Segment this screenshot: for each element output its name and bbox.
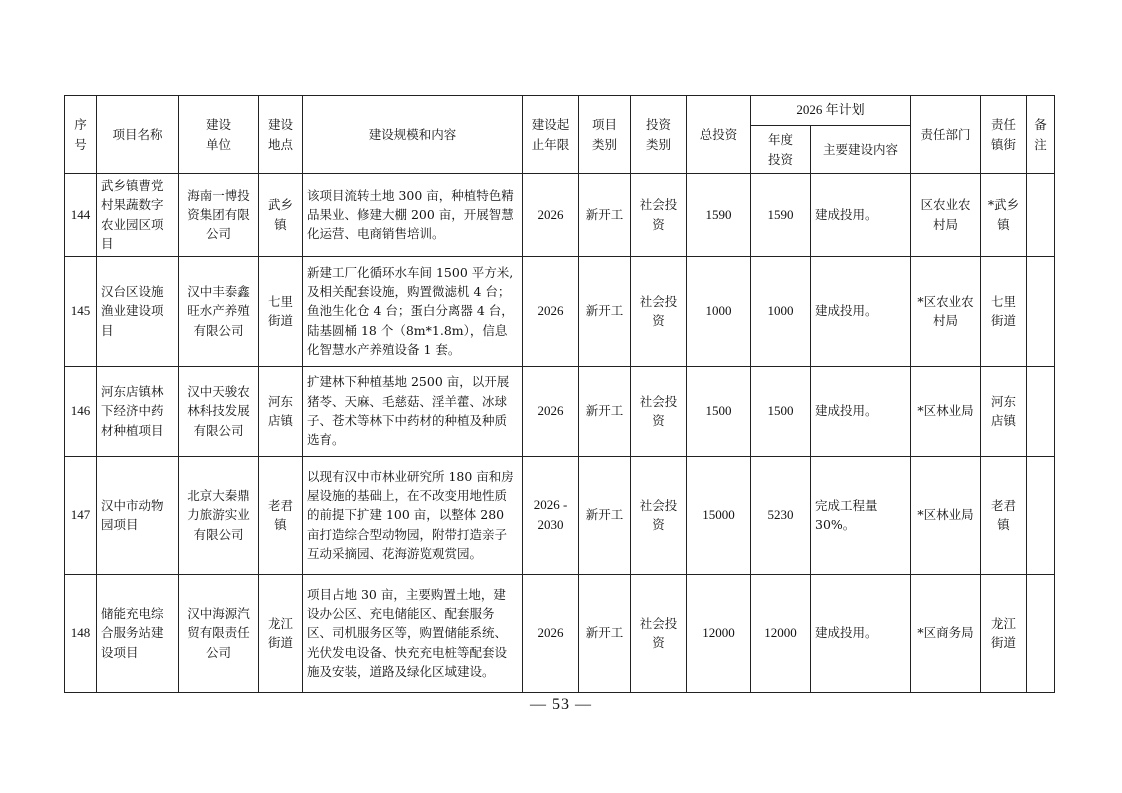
header-name: 项目名称 xyxy=(97,96,179,174)
cell-street: 老君镇 xyxy=(981,456,1027,574)
header-location: 建设 地点 xyxy=(259,96,303,174)
cell-dept: *区农业农村局 xyxy=(911,256,981,366)
cell-seq: 148 xyxy=(65,574,97,692)
cell-street: 七里街道 xyxy=(981,256,1027,366)
cell-invest-type: 社会投资 xyxy=(631,456,687,574)
cell-main-content: 建成投用。 xyxy=(811,174,911,257)
cell-years: 2026 xyxy=(523,366,579,456)
cell-years: 2026 - 2030 xyxy=(523,456,579,574)
header-street: 责任 镇街 xyxy=(981,96,1027,174)
cell-location: 七里街道 xyxy=(259,256,303,366)
cell-total: 15000 xyxy=(687,456,751,574)
cell-dept: *区林业局 xyxy=(911,366,981,456)
cell-main-content: 建成投用。 xyxy=(811,256,911,366)
cell-category: 新开工 xyxy=(579,174,631,257)
table-row xyxy=(65,366,1055,456)
cell-name: 汉中市动物园项目 xyxy=(97,456,179,574)
cell-annual: 1590 xyxy=(751,174,811,257)
cell-dept: *区林业局 xyxy=(911,456,981,574)
cell-dept: 区农业农村局 xyxy=(911,174,981,257)
header-seq: 序 号 xyxy=(65,96,97,174)
cell-name: 汉台区设施渔业建设项目 xyxy=(97,256,179,366)
cell-remark xyxy=(1027,456,1055,574)
header-annual: 年度 投资 xyxy=(751,126,811,174)
cell-street: *武乡镇 xyxy=(981,174,1027,257)
cell-scope: 新建工厂化循环水车间 1500 平方米,及相关配套设施，购置微滤机 4 台；鱼池生化仓 4 台；蛋白分离器 4 台，陆基圆桶 18 个（8m*1.8m），信息化智慧水产养殖设备 1 套。 xyxy=(303,256,523,366)
cell-unit: 海南一博投资集团有限公司 xyxy=(179,174,259,257)
cell-seq: 146 xyxy=(65,366,97,456)
cell-scope: 扩建林下种植基地 2500 亩，以开展猪苓、天麻、毛慈菇、淫羊藿、冰球子、苍术等林下中药材的种植及种质选育。 xyxy=(303,366,523,456)
header-scope: 建设规模和内容 xyxy=(303,96,523,174)
cell-annual: 12000 xyxy=(751,574,811,692)
cell-total: 1590 xyxy=(687,174,751,257)
cell-invest-type: 社会投资 xyxy=(631,366,687,456)
header-plan: 2026 年计划 xyxy=(751,96,911,126)
cell-years: 2026 xyxy=(523,174,579,257)
header-invest-type: 投资 类别 xyxy=(631,96,687,174)
cell-invest-type: 社会投资 xyxy=(631,256,687,366)
header-category: 项目 类别 xyxy=(579,96,631,174)
header-years: 建设起 止年限 xyxy=(523,96,579,174)
cell-unit: 北京大秦鼎力旅游实业有限公司 xyxy=(179,456,259,574)
cell-scope: 以现有汉中市林业研究所 180 亩和房屋设施的基础上，在不改变用地性质的前提下扩建 100 亩，以整体 280 亩打造综合型动物园，附带打造亲子互动采摘园、花海游览观赏园。 xyxy=(303,456,523,574)
cell-total: 1500 xyxy=(687,366,751,456)
cell-seq: 145 xyxy=(65,256,97,366)
cell-remark xyxy=(1027,256,1055,366)
cell-years: 2026 xyxy=(523,256,579,366)
table-row xyxy=(65,574,1055,692)
cell-location: 龙江街道 xyxy=(259,574,303,692)
cell-scope: 项目占地 30 亩，主要购置土地，建设办公区、充电储能区、配套服务区、司机服务区等，购置储能系统、光伏发电设备、快充充电桩等配套设施及安装，道路及绿化区域建设。 xyxy=(303,574,523,692)
cell-annual: 1500 xyxy=(751,366,811,456)
cell-invest-type: 社会投资 xyxy=(631,174,687,257)
cell-remark xyxy=(1027,574,1055,692)
cell-scope: 该项目流转土地 300 亩，种植特色精品果业、修建大棚 200 亩，开展智慧化运营、电商销售培训。 xyxy=(303,174,523,257)
cell-location: 河东店镇 xyxy=(259,366,303,456)
cell-street: 龙江街道 xyxy=(981,574,1027,692)
cell-unit: 汉中天骏农林科技发展有限公司 xyxy=(179,366,259,456)
cell-category: 新开工 xyxy=(579,256,631,366)
cell-seq: 147 xyxy=(65,456,97,574)
cell-location: 老君镇 xyxy=(259,456,303,574)
cell-name: 武乡镇曹党村果蔬数字农业园区项目 xyxy=(97,174,179,257)
cell-unit: 汉中丰泰鑫旺水产养殖有限公司 xyxy=(179,256,259,366)
header-total: 总投资 xyxy=(687,96,751,174)
cell-street: 河东店镇 xyxy=(981,366,1027,456)
cell-category: 新开工 xyxy=(579,574,631,692)
cell-main-content: 完成工程量 30%。 xyxy=(811,456,911,574)
cell-seq: 144 xyxy=(65,174,97,257)
cell-remark xyxy=(1027,366,1055,456)
header-dept: 责任部门 xyxy=(911,96,981,174)
cell-name: 储能充电综合服务站建设项目 xyxy=(97,574,179,692)
cell-invest-type: 社会投资 xyxy=(631,574,687,692)
project-table xyxy=(64,95,1055,693)
cell-main-content: 建成投用。 xyxy=(811,574,911,692)
table-row xyxy=(65,256,1055,366)
header-remark: 备 注 xyxy=(1027,96,1055,174)
cell-total: 1000 xyxy=(687,256,751,366)
cell-annual: 1000 xyxy=(751,256,811,366)
cell-main-content: 建成投用。 xyxy=(811,366,911,456)
cell-category: 新开工 xyxy=(579,366,631,456)
page-number: — 53 — xyxy=(530,696,592,713)
header-main-content: 主要建设内容 xyxy=(811,126,911,174)
cell-total: 12000 xyxy=(687,574,751,692)
header-unit: 建设 单位 xyxy=(179,96,259,174)
cell-unit: 汉中海源汽贸有限责任公司 xyxy=(179,574,259,692)
cell-name: 河东店镇林下经济中药材种植项目 xyxy=(97,366,179,456)
table-row xyxy=(65,174,1055,257)
cell-category: 新开工 xyxy=(579,456,631,574)
cell-annual: 5230 xyxy=(751,456,811,574)
cell-dept: *区商务局 xyxy=(911,574,981,692)
table-row xyxy=(65,456,1055,574)
cell-remark xyxy=(1027,174,1055,257)
cell-location: 武乡镇 xyxy=(259,174,303,257)
cell-years: 2026 xyxy=(523,574,579,692)
